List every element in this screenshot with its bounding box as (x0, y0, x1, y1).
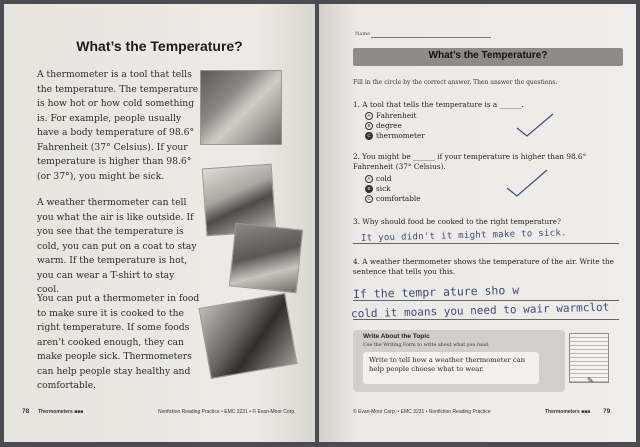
question-1: 1. A tool that tells the temperature is a ______. (353, 100, 524, 109)
radio-circle-filled: C (365, 132, 373, 140)
question-3: 3. Why should food be cooked to the right temperature? (353, 217, 561, 226)
name-label: Name (355, 31, 371, 37)
question-4: 4. A weather thermometer shows the temperature of the air. Write the sentence that tells you this. (353, 257, 614, 276)
option-label: comfortable (376, 194, 421, 203)
left-page-title: What’s the Temperature? (76, 38, 243, 54)
left-page (4, 4, 315, 442)
page-number: 78 (22, 408, 30, 415)
option-label: thermometer (376, 131, 425, 140)
name-line (371, 37, 491, 38)
handwritten-answer-q3[interactable]: It you didn't it might make to sick. (360, 228, 567, 244)
checkmark-icon (505, 168, 549, 198)
checkmark-icon (515, 112, 555, 138)
radio-circle: A (365, 175, 373, 183)
answer-line (353, 319, 619, 320)
radio-circle: A (365, 112, 373, 120)
footer-credit: © Evan-Moor Corp. • EMC 3231 • Nonfiction Reading Practice (353, 409, 491, 415)
option-label: cold (376, 174, 392, 183)
handwritten-answer-q4-line1[interactable]: If the tempr ature sho w (352, 282, 520, 302)
right-page (319, 4, 636, 442)
write-about-prompt: Write to tell how a weather thermometer can help people choose what to wear. (363, 352, 539, 384)
pencil-icon: ✎ (587, 376, 594, 385)
radio-circle: C (365, 195, 373, 203)
q1-option-a[interactable] (365, 111, 416, 120)
option-label: Fahrenheit (376, 111, 417, 120)
option-label: degree (376, 121, 402, 130)
write-about-subtitle: Use the Writing Form to write about what you read. (363, 343, 490, 348)
paragraph-weather-thermometer: A weather thermometer can tell you what the air is like outside. If you see that the temperature is cold, you can put on a coat to stay warm. If the temperature is hot, you can wear a T-shirt to stay cool. (37, 197, 197, 295)
footer-credit: Nonfiction Reading Practice • EMC 3231 • © Evan-Moor Corp. (158, 409, 296, 415)
right-page-title: What’s the Temperature? (428, 50, 548, 61)
paragraph-food-thermometer: You can put a thermometer in food to make sure it is cooked to the right temperature. If some foods aren’t cooked enough, they can make people sick. Thermometers can help people stay healthy and comfortable. (37, 293, 200, 391)
paragraph-thermometer-definition: A thermometer is a tool that tells the temperature. The temperature is how hot or how cold something is. For example, people usually have a body temperature of 98.6° Fahrenheit (37° Celsius). If your temperature is higher than 98.6° (or 37°), you might be sick. (37, 69, 199, 182)
photo-child-with-thermometer (200, 70, 282, 145)
option-label: sick (376, 184, 391, 193)
photo-child-at-beach (229, 223, 303, 294)
q2-option-c[interactable] (365, 194, 421, 203)
footer-section: Thermometers ■■■ (545, 409, 591, 415)
q2-option-b[interactable] (365, 184, 391, 193)
instructions: Fill in the circle by the correct answer. Then answer the questions. (353, 79, 558, 86)
q2-option-a[interactable] (365, 174, 392, 183)
answer-line (353, 243, 619, 244)
radio-circle: B (365, 122, 373, 130)
footer-section: Thermometers ■■■ (38, 409, 84, 415)
page-number: 79 (603, 408, 611, 415)
question-2: 2. You might be ______ if your temperature is higher than 98.6° Fahrenheit (37° Celsius). (353, 152, 587, 171)
q1-option-b[interactable] (365, 121, 402, 130)
q1-option-c[interactable] (365, 131, 425, 140)
photo-food-thermometer (198, 293, 297, 379)
handwritten-answer-q4-line2[interactable]: cold it moans you need to wair warmclot (350, 300, 610, 321)
write-about-title: Write About the Topic (363, 333, 430, 340)
radio-circle-filled: B (365, 185, 373, 193)
